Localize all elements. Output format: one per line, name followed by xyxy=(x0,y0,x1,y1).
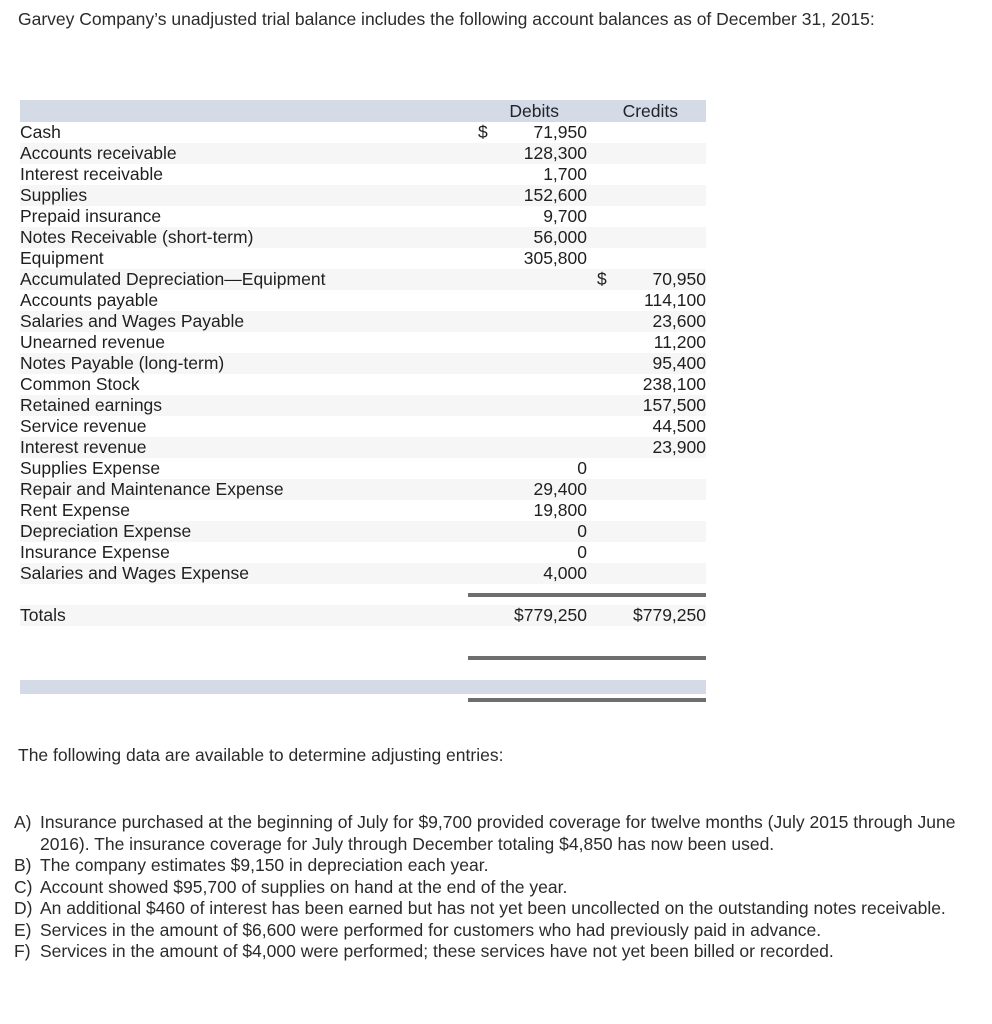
cell-debit-amount: $ 71,950 xyxy=(478,122,587,142)
table-row xyxy=(20,332,706,353)
adjusting-entries-lead: The following data are available to determine adjusting entries: xyxy=(18,745,504,765)
cell-debit-amount xyxy=(468,395,587,416)
column-header-credits: Credits xyxy=(587,100,706,122)
cell-account-name: Supplies xyxy=(20,185,88,205)
list-item-label: B) xyxy=(14,855,32,875)
trial-balance-table xyxy=(20,100,706,710)
cell-account-name: Service revenue xyxy=(20,416,147,436)
cell-debit-amount: 0 xyxy=(577,458,587,478)
list-item xyxy=(14,898,974,920)
totals-rule-row xyxy=(20,584,706,605)
cell-credit-amount xyxy=(587,458,706,479)
cell-account-name: Accounts payable xyxy=(20,290,159,310)
cell-credit-amount: 157,500 xyxy=(642,395,706,415)
list-item-text: Services in the amount of $6,600 were performed for customers who had previously paid in advance. xyxy=(40,919,822,940)
cell-account-name: Notes Receivable (short-term) xyxy=(20,227,254,247)
cell-credit-amount xyxy=(587,479,706,500)
cell-debit-amount xyxy=(468,353,587,374)
cell-account-name: Unearned revenue xyxy=(20,332,165,352)
column-header-account xyxy=(20,100,468,122)
cell-credit-amount xyxy=(587,563,706,584)
totals-label: Totals xyxy=(20,605,66,625)
cell-account-name: Interest revenue xyxy=(20,437,147,457)
debit-total-rule xyxy=(468,584,587,605)
table-row xyxy=(20,269,706,290)
cell-debit-amount xyxy=(468,416,587,437)
cell-account-name: Repair and Maintenance Expense xyxy=(20,479,284,499)
cell-credit-amount xyxy=(587,122,706,143)
cell-credit-amount xyxy=(587,227,706,248)
table-row xyxy=(20,164,706,185)
totals-credit-amount: $779,250 xyxy=(633,605,706,625)
cell-debit-amount xyxy=(468,374,587,395)
currency-symbol: $ xyxy=(597,269,607,289)
table-row xyxy=(20,185,706,206)
list-item-text: Insurance purchased at the beginning of July for $9,700 provided coverage for twelve months (July 2015 through June 2016). The insurance coverage for July through December totaling $4,850 has now been used. xyxy=(40,812,956,854)
table-row xyxy=(20,290,706,311)
table-footer-bar xyxy=(20,680,706,694)
cell-account-name: Supplies Expense xyxy=(20,458,161,478)
currency-symbol: $ xyxy=(478,122,488,142)
cell-credit-amount xyxy=(587,206,706,227)
cell-debit-amount xyxy=(468,437,587,458)
cell-debit-amount: 128,300 xyxy=(523,143,587,163)
table-row xyxy=(20,122,706,143)
list-item-text: Services in the amount of $4,000 were performed; these services have not yet been billed or recorded. xyxy=(40,941,834,961)
table-row xyxy=(20,143,706,164)
table-row xyxy=(20,500,706,521)
cell-debit-amount: 56,000 xyxy=(533,227,587,247)
cell-debit-amount xyxy=(468,332,587,353)
totals-debit-amount: $779,250 xyxy=(514,605,587,625)
cell-debit-amount: 29,400 xyxy=(533,479,587,499)
cell-debit-amount: 9,700 xyxy=(543,206,587,226)
table-row xyxy=(20,458,706,479)
list-item-label: E) xyxy=(14,919,32,940)
table-row xyxy=(20,563,706,584)
credit-total-rule xyxy=(587,584,706,605)
cell-debit-amount: 1,700 xyxy=(543,164,587,184)
cell-credit-amount xyxy=(587,542,706,563)
adjusting-entries-list xyxy=(14,812,974,963)
totals-gap-row xyxy=(20,626,706,647)
cell-account-name: Retained earnings xyxy=(20,395,163,415)
cell-debit-amount: 0 xyxy=(577,521,587,541)
list-item-label: A) xyxy=(14,812,32,832)
cell-credit-amount: 23,600 xyxy=(652,311,706,331)
cell-credit-amount: 114,100 xyxy=(644,290,706,310)
cell-credit-amount xyxy=(587,500,706,521)
table-row xyxy=(20,248,706,269)
table-row xyxy=(20,437,706,458)
table-row xyxy=(20,521,706,542)
table-row xyxy=(20,311,706,332)
table-row xyxy=(20,479,706,500)
cell-debit-amount xyxy=(468,269,587,290)
cell-account-name: Rent Expense xyxy=(20,500,130,520)
cell-debit-amount: 305,800 xyxy=(523,248,587,268)
table-header xyxy=(20,100,706,122)
cell-credit-amount: 95,400 xyxy=(652,353,706,373)
list-item xyxy=(14,855,974,877)
cell-account-name: Accumulated Depreciation—Equipment xyxy=(20,269,326,289)
cell-account-name: Cash xyxy=(20,122,61,142)
cell-credit-amount: 238,100 xyxy=(642,374,706,394)
cell-account-name: Salaries and Wages Payable xyxy=(20,311,245,331)
cell-credit-amount: 44,500 xyxy=(652,416,706,436)
cell-credit-amount xyxy=(587,248,706,269)
table-row xyxy=(20,542,706,563)
cell-debit-amount: 19,800 xyxy=(533,500,587,520)
table-row xyxy=(20,416,706,437)
table-row xyxy=(20,353,706,374)
cell-debit-amount: 152,600 xyxy=(523,185,587,205)
list-item xyxy=(14,941,974,963)
cell-account-name: Notes Payable (long-term) xyxy=(20,353,225,373)
list-item xyxy=(14,812,974,855)
list-item xyxy=(14,920,974,942)
cell-credit-amount xyxy=(587,164,706,185)
cell-debit-amount xyxy=(468,311,587,332)
cell-debit-amount xyxy=(468,290,587,311)
spacer-cell xyxy=(20,584,468,605)
table-row xyxy=(20,395,706,416)
list-item-text: An additional $460 of interest has been earned but has not yet been uncollected on the outstanding notes receivable. xyxy=(40,898,946,918)
cell-debit-amount: 4,000 xyxy=(543,563,587,583)
totals-double-rule-top xyxy=(20,647,706,668)
cell-account-name: Depreciation Expense xyxy=(20,521,192,541)
table-body xyxy=(20,122,706,710)
list-item-label: F) xyxy=(14,941,31,961)
cell-debit-amount: 0 xyxy=(577,542,587,562)
cell-credit-amount xyxy=(587,185,706,206)
cell-account-name: Interest receivable xyxy=(20,164,163,184)
totals-row xyxy=(20,605,706,626)
cell-account-name: Prepaid insurance xyxy=(20,206,162,226)
cell-credit-amount xyxy=(587,521,706,542)
cell-account-name: Insurance Expense xyxy=(20,542,170,562)
table-row xyxy=(20,206,706,227)
list-item-label: D) xyxy=(14,898,33,918)
cell-account-name: Accounts receivable xyxy=(20,143,177,163)
cell-credit-amount: $ 70,950 xyxy=(597,269,706,289)
intro-paragraph: Garvey Company’s unadjusted trial balance includes the following account balances as of December 31, 2015: xyxy=(18,9,875,29)
cell-credit-amount: 23,900 xyxy=(652,437,706,457)
cell-credit-amount: 11,200 xyxy=(653,332,706,352)
list-item-text: The company estimates $9,150 in depreciation each year. xyxy=(40,855,489,875)
list-item xyxy=(14,877,974,899)
table-header-row xyxy=(20,100,706,122)
cell-credit-amount xyxy=(587,143,706,164)
cell-account-name: Salaries and Wages Expense xyxy=(20,563,249,583)
cell-account-name: Equipment xyxy=(20,248,104,268)
list-item-text: Account showed $95,700 of supplies on hand at the end of the year. xyxy=(40,876,568,897)
column-header-debits: Debits xyxy=(468,100,587,122)
table-row xyxy=(20,227,706,248)
cell-account-name: Common Stock xyxy=(20,374,140,394)
list-item-label: C) xyxy=(14,876,33,897)
table-row xyxy=(20,374,706,395)
trial-balance-table-wrapper xyxy=(20,100,706,710)
